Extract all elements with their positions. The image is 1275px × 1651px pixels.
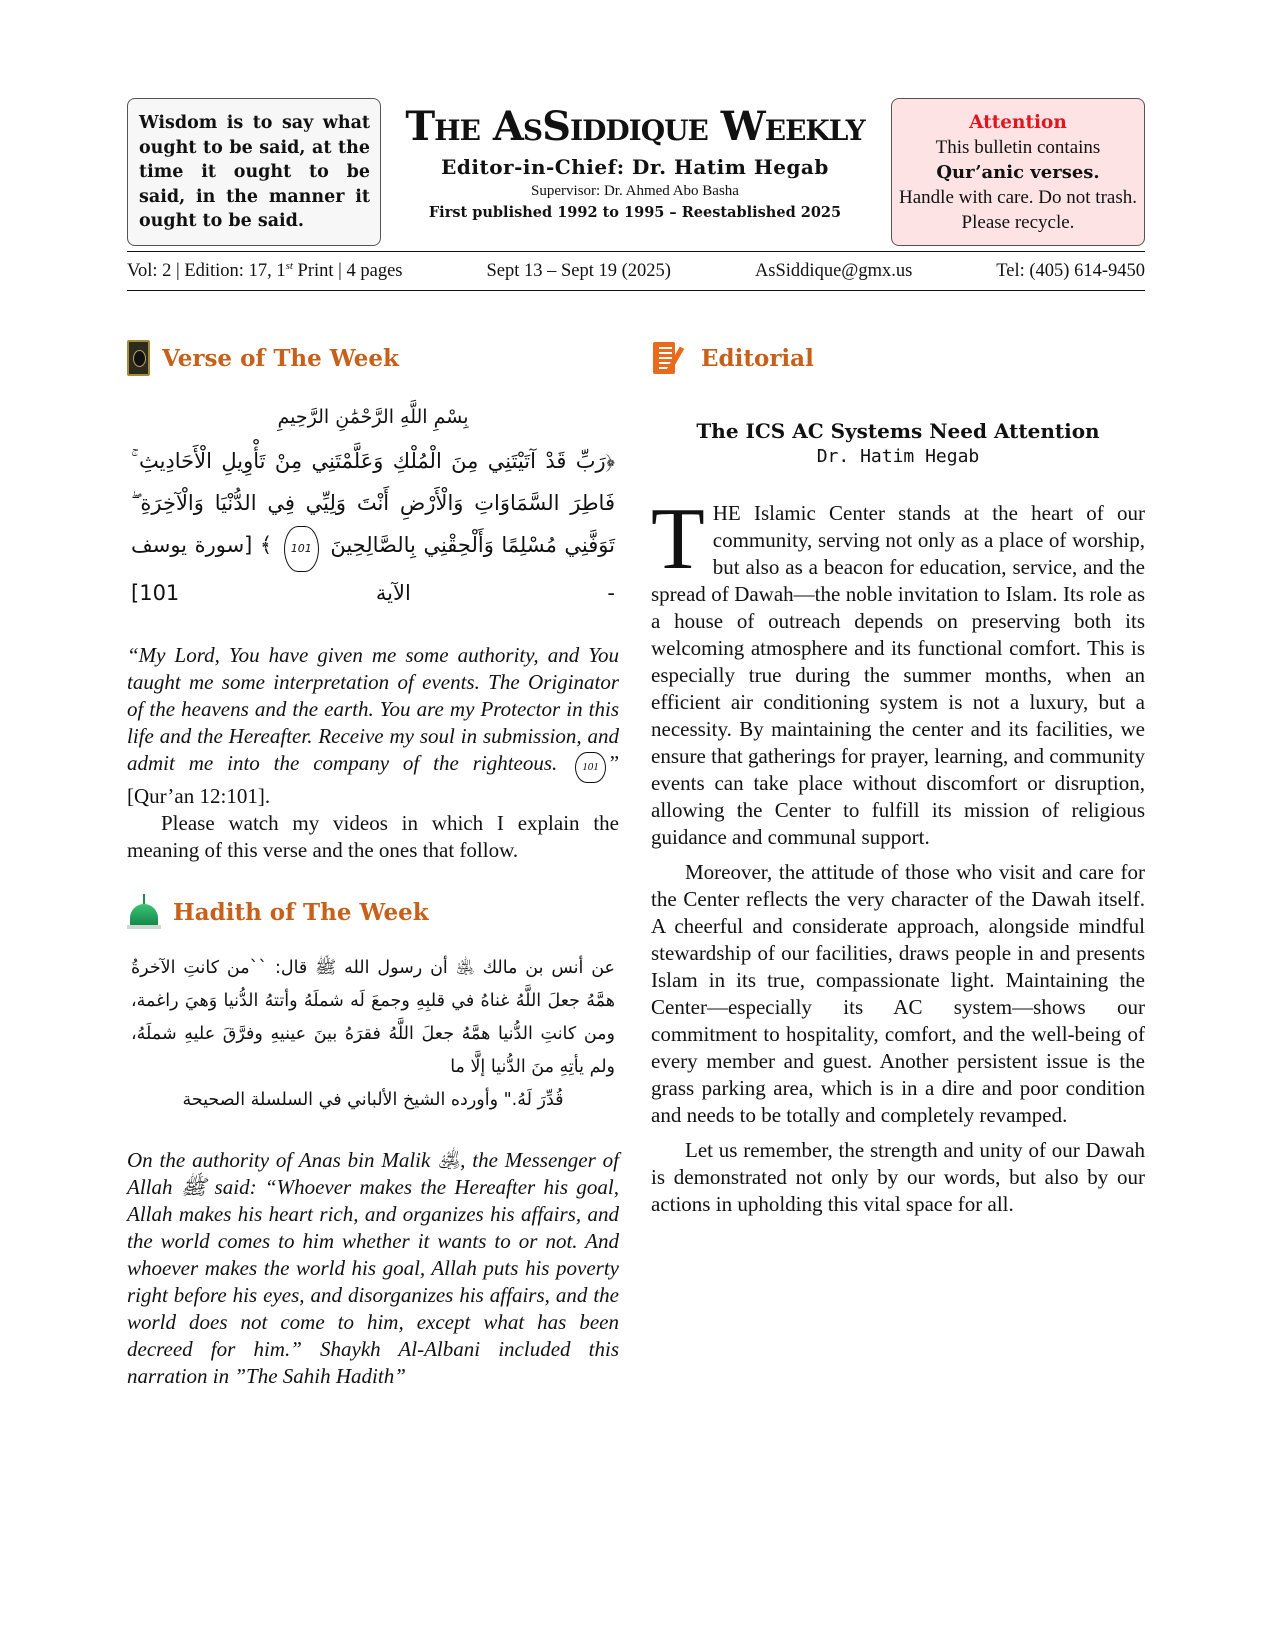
verse-heading-label: Verse of The Week — [162, 344, 399, 372]
hadith-arabic-text: عن أنس بن مالك ﵁ أن رسول الله ﷺ قال: ``من كانتِ الآخرةُ همَّهُ جعلَ اللَّهُ غناهُ في قلبِهِ وجمعَ لَه شملَهُ وأتتهُ الدُّنيا وَهيَ راغمة، ومن كانتِ الدُّنيا همَّهُ جعلَ اللَّهُ فقرَهُ بينَ عينيهِ وفرَّقَ عليهِ شملَهُ، ولم يأتِهِ منَ الدُّنيا إلَّا ما — [131, 958, 615, 1077]
editorial-heading-label: Editorial — [701, 344, 814, 372]
verse-translation-text: “My Lord, You have given me some authority, and You taught me some interpretation of events. The Originator of the heavens and the earth. You are my Protector in this life and the Hereafter. Receive my soul in submission, and admit me into the company of the righteous. — [127, 643, 619, 775]
hadith-section-heading — [127, 894, 619, 930]
info-bar — [127, 251, 1145, 291]
edit-document-icon — [651, 340, 689, 376]
attention-line1: This bulletin contains — [935, 137, 1101, 158]
volume-prefix: Vol: 2 | Edition: 17, 1 — [127, 261, 286, 282]
hadith-arabic-last-line: قُدِّرَ لَهُ." وأورده الشيخ الألباني في السلسلة الصحيحة — [182, 1090, 564, 1110]
right-column — [651, 340, 1145, 1218]
wisdom-quote-box — [127, 98, 381, 246]
attention-box — [891, 98, 1145, 246]
masthead — [127, 98, 1145, 248]
editorial-section-heading — [651, 340, 1145, 376]
videos-note: Please watch my videos in which I explain the meaning of this verse and the ones that follow. — [127, 811, 619, 862]
verse-arabic-reference: ﴾ [سورة يوسف - الآية 101] — [131, 533, 615, 605]
title-block — [395, 98, 875, 224]
left-column — [127, 340, 619, 1390]
attention-title: Attention — [969, 112, 1067, 133]
volume-edition — [127, 260, 402, 282]
green-dome-icon — [127, 894, 161, 930]
editorial-title: The ICS AC Systems Need Attention — [696, 419, 1100, 443]
volume-suffix: Print | 4 pages — [292, 261, 403, 282]
verse-translation — [127, 642, 619, 810]
ordinal-sup: st — [285, 259, 293, 272]
verse-arabic-text: ﴿رَبِّ قَدْ آتَيْتَنِي مِنَ الْمُلْكِ وَعَلَّمْتَنِي مِنْ تَأْوِيلِ الْأَحَادِيثِ ۚ فَاطِرَ السَّمَاوَاتِ وَالْأَرْضِ أَنْتَ وَلِيِّي فِي الدُّنْيَا وَالْآخِرَةِ ۖ تَوَفَّنِي مُسْلِمًا وَأَلْحِقْنِي بِالصَّالِحِينَ — [131, 449, 615, 557]
editorial-paragraph-3: Let us remember, the strength and unity of our Dawah is demonstrated not only by our words, but also by our actions in upholding this vital space for all. — [651, 1138, 1145, 1216]
verse-arabic — [127, 440, 619, 614]
attention-line2: Qur’anic verses. — [936, 162, 1100, 183]
issue-dates: Sept 13 – Sept 19 (2025) — [486, 260, 671, 281]
editor-in-chief: Editor-in-Chief: Dr. Hatim Hegab — [441, 155, 829, 179]
supervisor: Supervisor: Dr. Ahmed Abo Basha — [531, 183, 739, 199]
editorial-paragraph-1 — [651, 491, 1145, 851]
newsletter-title: The AsSiddique Weekly — [405, 103, 865, 150]
wisdom-quote: Wisdom is to say what ought to be said, at the time it ought to be said, in the manner it ought to be said. — [139, 113, 370, 231]
drop-cap: T — [651, 491, 705, 588]
verse-number-badge: 101 — [284, 526, 319, 572]
hadith-arabic — [127, 952, 619, 1117]
contact-phone: Tel: (405) 614-9450 — [996, 260, 1145, 281]
attention-line3: Handle with care. Do not trash. Please recycle. — [899, 187, 1137, 233]
publication-history: First published 1992 to 1995 – Reestablished 2025 — [428, 204, 842, 221]
editorial-paragraph-2: Moreover, the attitude of those who visit and care for the Center reflects the very character of the Dawah itself. A cheerful and considerate approach, alongside mindful stewardship of our facilities, draws people in and presents Islam in its true, compassionate light. Maintaining the Center—especially its AC system—shows our commitment to hospitality, comfort, and the well-being of every member and guest. Another persistent issue is the grass parking area, which is in a dire and poor condition and needs to be totally and completely revamped. — [651, 860, 1145, 1127]
contact-email[interactable]: AsSiddique@gmx.us — [754, 260, 913, 281]
basmala: بِسْمِ اللَّهِ الرَّحْمَٰنِ الرَّحِيمِ — [277, 406, 469, 428]
hadith-heading-label: Hadith of The Week — [173, 898, 429, 926]
quran-book-icon — [127, 340, 150, 376]
verse-number-badge: 101 — [575, 752, 606, 783]
paragraph-1-text: HE Islamic Center stands at the heart of our community, serving not only as a place of worship, but also as a beacon for education, service, and the spread of Dawah—the noble invitation to Islam. Its role as a house of outreach depends on preserving both its welcoming atmosphere and its functional comfort. This is especially true during the summer months, when an efficient air conditioning system is not a luxury, but a necessity. By maintaining the center and its facilities, we ensure that gatherings for prayer, learning, and community events can take place without discomfort or disruption, allowing the Center to fulfill its mission of religious guidance and communal support. — [651, 501, 1145, 849]
hadith-translation: On the authority of Anas bin Malik ﵁, the Messenger of Allah ﷺ said: “Whoever makes the Hereafter his goal, Allah makes his heart rich, and organizes his affairs, and the world comes to him whether it wants to or not. And whoever makes the world his goal, Allah puts his poverty right before his eyes, and disorganizes his affairs, and the world does not come to him, except what has been decreed for him.” Shaykh Al-Albani included this narration in ”The Sahih Hadith” — [127, 1148, 619, 1388]
editorial-body — [651, 491, 1145, 1218]
verse-translation-reference: ” [Qur’an 12:101]. — [127, 751, 620, 808]
verse-section-heading — [127, 340, 619, 376]
editorial-author: Dr. Hatim Hegab — [816, 446, 980, 467]
